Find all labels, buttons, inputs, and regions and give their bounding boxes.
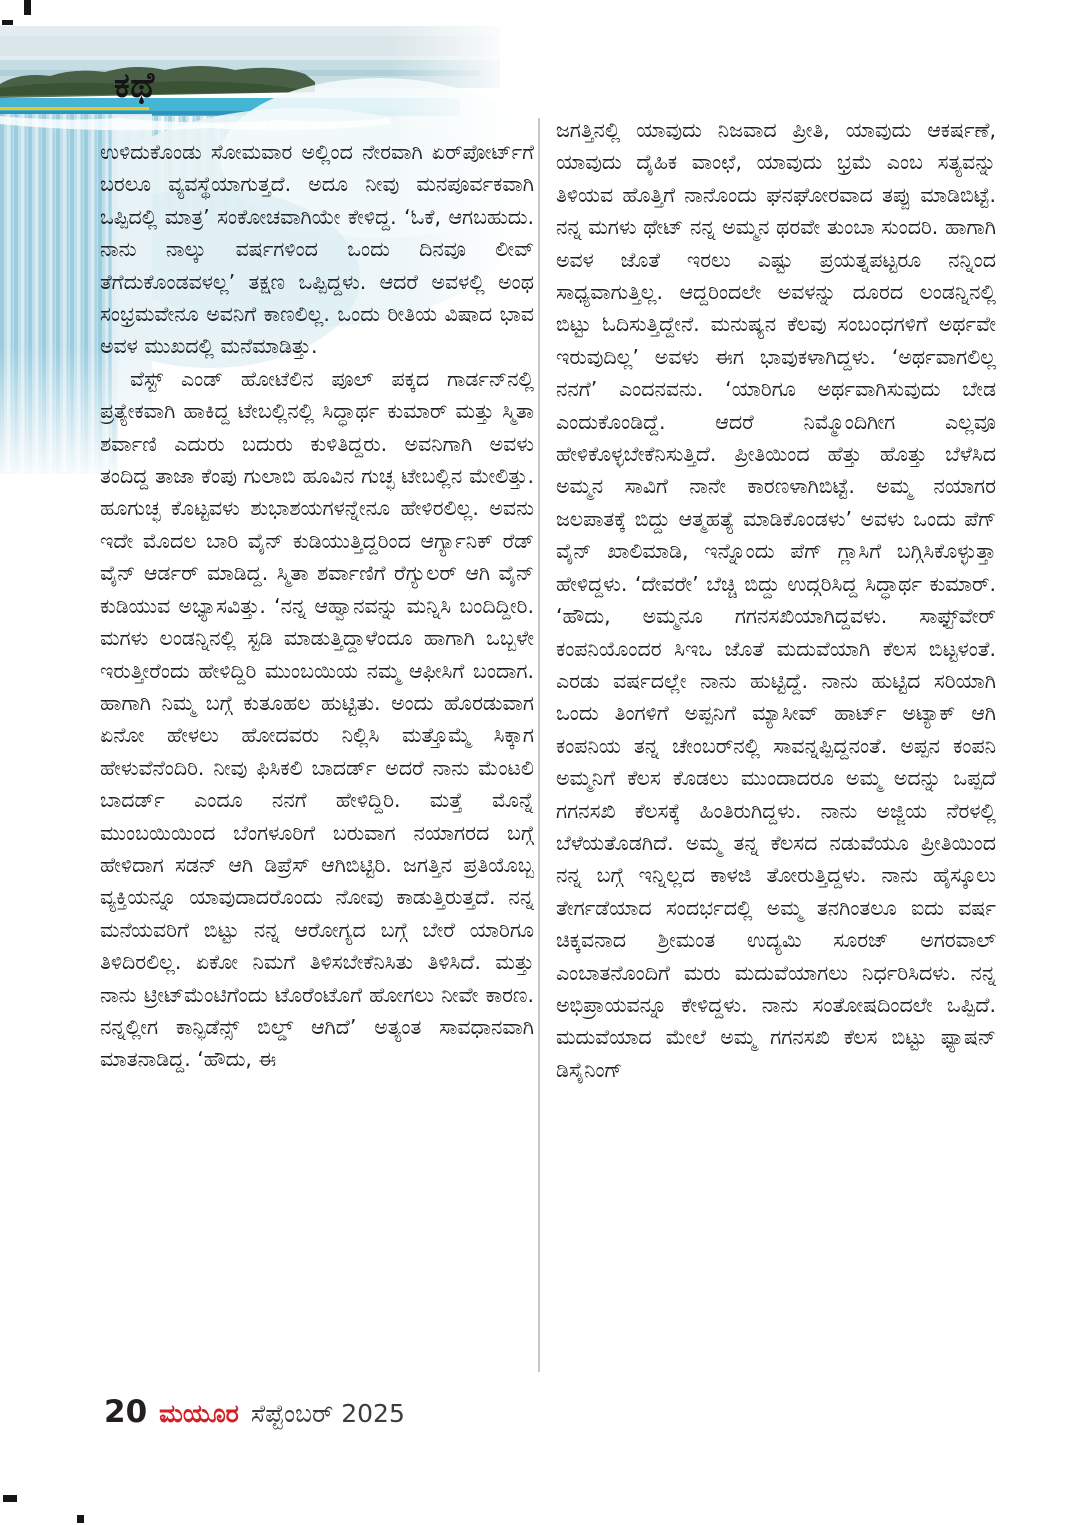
story-paragraph: ಉಳಿದುಕೊಂಡು ಸೋಮವಾರ ಅಲ್ಲಿಂದ ನೇರವಾಗಿ ಏರ್‌ಪೋರ್ಟ್‌ಗೆ ಬರಲೂ ವ್ಯವಸ್ಥೆಯಾಗುತ್ತದೆ. ಅದೂ ನೀವು ಮನಪೂರ್ವಕವಾಗಿ ಒಪ್ಪಿದಲ್ಲಿ ಮಾತ್ರ’ ಸಂಕೋಚವಾಗಿಯೇ ಕೇಳಿದ್ದ. ‘ಓಕೆ, ಆಗಬಹುದು. ನಾನು ನಾಲ್ಕು ವರ್ಷಗಳಿಂದ ಒಂದು ದಿನವೂ ಲೀವ್ ತೆಗೆದುಕೊಂಡವಳಲ್ಲ’ ತಕ್ಷಣ ಒಪ್ಪಿದ್ದಳು. ಆದರೆ ಅವಳಲ್ಲಿ ಅಂಥ ಸಂಭ್ರಮವೇನೂ ಅವನಿಗೆ ಕಾಣಲಿಲ್ಲ. ಒಂದು ರೀತಿಯ ವಿಷಾದ ಭಾವ ಅವಳ ಮುಖದಲ್ಲಿ ಮನೆಮಾಡಿತ್ತು.: [100, 140, 534, 359]
registration-mark-bottom-left-square: [77, 1515, 84, 1523]
story-paragraph: ಜಗತ್ತಿನಲ್ಲಿ ಯಾವುದು ನಿಜವಾದ ಪ್ರೀತಿ, ಯಾವುದು ಆಕರ್ಷಣೆ, ಯಾವುದು ದೈಹಿಕ ವಾಂಛೆ, ಯಾವುದು ಭ್ರಮೆ ಎಂಬ ಸತ್ಯವನ್ನು ತಿಳಿಯವ ಹೊತ್ತಿಗೆ ನಾನೊಂದು ಘನಘೋರವಾದ ತಪ್ಪು ಮಾಡಿಬಿಟ್ಟೆ. ನನ್ನ ಮಗಳು ಥೇಟ್ ನನ್ನ ಅಮ್ಮನ ಥರವೇ ತುಂಬಾ ಸುಂದರಿ. ಹಾಗಾಗಿ ಅವಳ ಜೊತೆ ಇರಲು ಎಷ್ಟು ಪ್ರಯತ್ನಪಟ್ಟರೂ ನನ್ನಿಂದ ಸಾಧ್ಯವಾಗುತ್ತಿಲ್ಲ. ಆದ್ದರಿಂದಲೇ ಅವಳನ್ನು ದೂರದ ಲಂಡನ್ನಿನಲ್ಲಿ ಬಿಟ್ಟು ಓದಿಸುತ್ತಿದ್ದೇನೆ. ಮನುಷ್ಯನ ಕೆಲವು ಸಂಬಂಧಗಳಿಗೆ ಅರ್ಥವೇ ಇರುವುದಿಲ್ಲ’ ಅವಳು ಈಗ ಭಾವುಕಳಾಗಿದ್ದಳು. ‘ಅರ್ಥವಾಗಲಿಲ್ಲ ನನಗೆ’ ಎಂದನವನು. ‘ಯಾರಿಗೂ ಅರ್ಥವಾಗಿಸುವುದು ಬೇಡ ಎಂದುಕೊಂಡಿದ್ದೆ. ಆದರೆ ನಿಮ್ಮೊಂದಿಗೀಗ ಎಲ್ಲವೂ ಹೇಳಿಕೊಳ್ಳಬೇಕೆನಿಸುತ್ತಿದೆ. ಪ್ರೀತಿಯಿಂದ ಹೆತ್ತು ಹೊತ್ತು ಬೆಳೆಸಿದ ಅಮ್ಮನ ಸಾವಿಗೆ ನಾನೇ ಕಾರಣಳಾಗಿಬಿಟ್ಟೆ. ಅಮ್ಮ ನಯಾಗರ ಜಲಪಾತಕ್ಕೆ ಬಿದ್ದು ಆತ್ಮಹತ್ಯೆ ಮಾಡಿಕೊಂಡಳು’ ಅವಳು ಒಂದು ಪೆಗ್ ವೈನ್ ಖಾಲಿಮಾಡಿ, ಇನ್ನೊಂದು ಪೆಗ್ ಗ್ಲಾಸಿಗೆ ಬಗ್ಗಿಸಿಕೊಳ್ಳುತ್ತಾ ಹೇಳಿದ್ದಳು. ‘ದೇವರೇ’ ಬೆಚ್ಚಿ ಬಿದ್ದು ಉದ್ಗರಿಸಿದ್ದ ಸಿದ್ಧಾರ್ಥ ಕುಮಾರ್. ‘ಹೌದು, ಅಮ್ಮನೂ ಗಗನಸಖಿಯಾಗಿದ್ದವಳು. ಸಾಫ್ಟ್‌ವೇರ್ ಕಂಪನಿಯೊಂದರ ಸಿಇಒ ಜೊತೆ ಮದುವೆಯಾಗಿ ಕೆಲಸ ಬಿಟ್ಟಳಂತೆ. ಎರಡು ವರ್ಷದಲ್ಲೇ ನಾನು ಹುಟ್ಟಿದ್ದೆ. ನಾನು ಹುಟ್ಟಿದ ಸರಿಯಾಗಿ ಒಂದು ತಿಂಗಳಿಗೆ ಅಪ್ಪನಿಗೆ ಮ್ಯಾಸೀವ್ ಹಾರ್ಟ್ ಅಟ್ಯಾಕ್ ಆಗಿ ಕಂಪನಿಯ ತನ್ನ ಚೇಂಬರ್‌ನಲ್ಲಿ ಸಾವನ್ನಪ್ಪಿದ್ದನಂತೆ. ಅಪ್ಪನ ಕಂಪನಿ ಅಮ್ಮನಿಗೆ ಕೆಲಸ ಕೊಡಲು ಮುಂದಾದರೂ ಅಮ್ಮ ಅದನ್ನು ಒಪ್ಪದೆ ಗಗನಸಖಿ ಕೆಲಸಕ್ಕೆ ಹಿಂತಿರುಗಿದ್ದಳು. ನಾನು ಅಜ್ಜಿಯ ನೆರಳಲ್ಲಿ ಬೆಳೆಯತೊಡಗಿದೆ. ಅಮ್ಮ ತನ್ನ ಕೆಲಸದ ನಡುವೆಯೂ ಪ್ರೀತಿಯಿಂದ ನನ್ನ ಬಗ್ಗೆ ಇನ್ನಿಲ್ಲದ ಕಾಳಜಿ ತೋರುತ್ತಿದ್ದಳು. ನಾನು ಹೈಸ್ಕೂಲು ತೇರ್ಗಡೆಯಾದ ಸಂದರ್ಭದಲ್ಲಿ ಅಮ್ಮ ತನಗಿಂತಲೂ ಐದು ವರ್ಷ ಚಿಕ್ಕವನಾದ ಶ್ರೀಮಂತ ಉದ್ಯಮಿ ಸೂರಜ್ ಅಗರವಾಲ್ ಎಂಬಾತನೊಂದಿಗೆ ಮರು ಮದುವೆಯಾಗಲು ನಿರ್ಧರಿಸಿದಳು. ನನ್ನ ಅಭಿಪ್ರಾಯವನ್ನೂ ಕೇಳಿದ್ದಳು. ನಾನು ಸಂತೋಷದಿಂದಲೇ ಒಪ್ಪಿದೆ. ಮದುವೆಯಾದ ಮೇಲೆ ಅಮ್ಮ ಗಗನಸಖಿ ಕೆಲಸ ಬಿಟ್ಟು ಫ್ಯಾಷನ್ ಡಿಸೈನಿಂಗ್: [556, 118, 996, 1082]
registration-mark-top-left-bar: [24, 0, 31, 15]
column-divider-rule: [538, 118, 540, 1372]
story-paragraph: ವೆಸ್ಟ್ ಎಂಡ್ ಹೋಟೆಲಿನ ಪೂಲ್ ಪಕ್ಕದ ಗಾರ್ಡನ್‌ನಲ್ಲಿ ಪ್ರತ್ಯೇಕವಾಗಿ ಹಾಕಿದ್ದ ಟೇಬಲ್ಲಿನಲ್ಲಿ ಸಿದ್ಧಾರ್ಥ ಕುಮಾರ್ ಮತ್ತು ಸ್ಮಿತಾ ಶರ್ವಾಣಿ ಎದುರು ಬದುರು ಕುಳಿತಿದ್ದರು. ಅವನಿಗಾಗಿ ಅವಳು ತಂದಿದ್ದ ತಾಜಾ ಕೆಂಪು ಗುಲಾಬಿ ಹೂವಿನ ಗುಚ್ಛ ಟೇಬಲ್ಲಿನ ಮೇಲಿತ್ತು. ಹೂಗುಚ್ಛ ಕೊಟ್ಟವಳು ಶುಭಾಶಯಗಳನ್ನೇನೂ ಹೇಳಿರಲಿಲ್ಲ. ಅವನು ಇದೇ ಮೊದಲ ಬಾರಿ ವೈನ್ ಕುಡಿಯುತ್ತಿದ್ದರಿಂದ ಆರ್ಗ್ಯಾನಿಕ್ ರೆಡ್ ವೈನ್ ಆರ್ಡರ್ ಮಾಡಿದ್ದ. ಸ್ಮಿತಾ ಶರ್ವಾಣಿಗೆ ರೆಗ್ಯುಲರ್ ಆಗಿ ವೈನ್ ಕುಡಿಯುವ ಅಭ್ಯಾಸವಿತ್ತು. ‘ನನ್ನ ಆಹ್ವಾನವನ್ನು ಮನ್ನಿಸಿ ಬಂದಿದ್ದೀರಿ. ಮಗಳು ಲಂಡನ್ನಿನಲ್ಲಿ ಸ್ಟಡಿ ಮಾಡುತ್ತಿದ್ದಾಳೆಂದೂ ಹಾಗಾಗಿ ಒಬ್ಬಳೇ ಇರುತ್ತೀರೆಂದು ಹೇಳಿದ್ದಿರಿ ಮುಂಬಯಿಯ ನಮ್ಮ ಆಫೀಸಿಗೆ ಬಂದಾಗ. ಹಾಗಾಗಿ ನಿಮ್ಮ ಬಗ್ಗೆ ಕುತೂಹಲ ಹುಟ್ಟಿತು. ಅಂದು ಹೊರಡುವಾಗ ಏನೋ ಹೇಳಲು ಹೋದವರು ನಿಲ್ಲಿಸಿ ಮತ್ತೊಮ್ಮೆ ಸಿಕ್ಕಾಗ ಹೇಳುವೆನೆಂದಿರಿ. ನೀವು ಫಿಸಿಕಲಿ ಬಾದರ್ಡ್ ಅದರೆ ನಾನು ಮೆಂಟಲಿ ಬಾದರ್ಡ್ ಎಂದೂ ನನಗೆ ಹೇಳಿದ್ದಿರಿ. ಮತ್ತೆ ಮೊನ್ನೆ ಮುಂಬಯಿಯಿಂದ ಬೆಂಗಳೂರಿಗೆ ಬರುವಾಗ ನಯಾಗರದ ಬಗ್ಗೆ ಹೇಳಿದಾಗ ಸಡನ್ ಆಗಿ ಡಿಪ್ರೆಸ್ ಆಗಿಬಿಟ್ಟಿರಿ. ಜಗತ್ತಿನ ಪ್ರತಿಯೊಬ್ಬ ವ್ಯಕ್ತಿಯನ್ನೂ ಯಾವುದಾದರೊಂದು ನೋವು ಕಾಡುತ್ತಿರುತ್ತದೆ. ನನ್ನ ಮನೆಯವರಿಗೆ ಬಿಟ್ಟು ನನ್ನ ಆರೋಗ್ಯದ ಬಗ್ಗೆ ಬೇರೆ ಯಾರಿಗೂ ತಿಳಿದಿರಲಿಲ್ಲ. ಏಕೋ ನಿಮಗೆ ತಿಳಿಸಬೇಕೆನಿಸಿತು ತಿಳಿಸಿದೆ. ಮತ್ತು ನಾನು ಟ್ರೀಟ್‌ಮೆಂಟಿಗೆಂದು ಟೊರೆಂಟೊಗೆ ಹೋಗಲು ನೀವೇ ಕಾರಣ. ನನ್ನಲ್ಲೀಗ ಕಾನ್ಫಿಡೆನ್ಸ್ ಬಿಲ್ಡ್ ಆಗಿದೆ’ ಅತ್ಯಂತ ಸಾವಧಾನವಾಗಿ ಮಾತನಾಡಿದ್ದ. ‘ಹೌದು, ಈ: [100, 366, 534, 1072]
story-column-right: [556, 114, 996, 1370]
section-label: ಕಥೆ: [114, 66, 155, 106]
kicker-underline-rule: [0, 107, 149, 110]
story-column-left: [100, 136, 534, 1368]
page-number: 20: [104, 1394, 148, 1430]
registration-mark-bottom-left-dash: [3, 1495, 17, 1502]
magazine-name: ಮಯೂರ: [159, 1399, 239, 1428]
page-footer: [104, 1394, 405, 1430]
issue-date: ಸೆಪ್ಟೆಂಬರ್ 2025: [250, 1399, 405, 1428]
